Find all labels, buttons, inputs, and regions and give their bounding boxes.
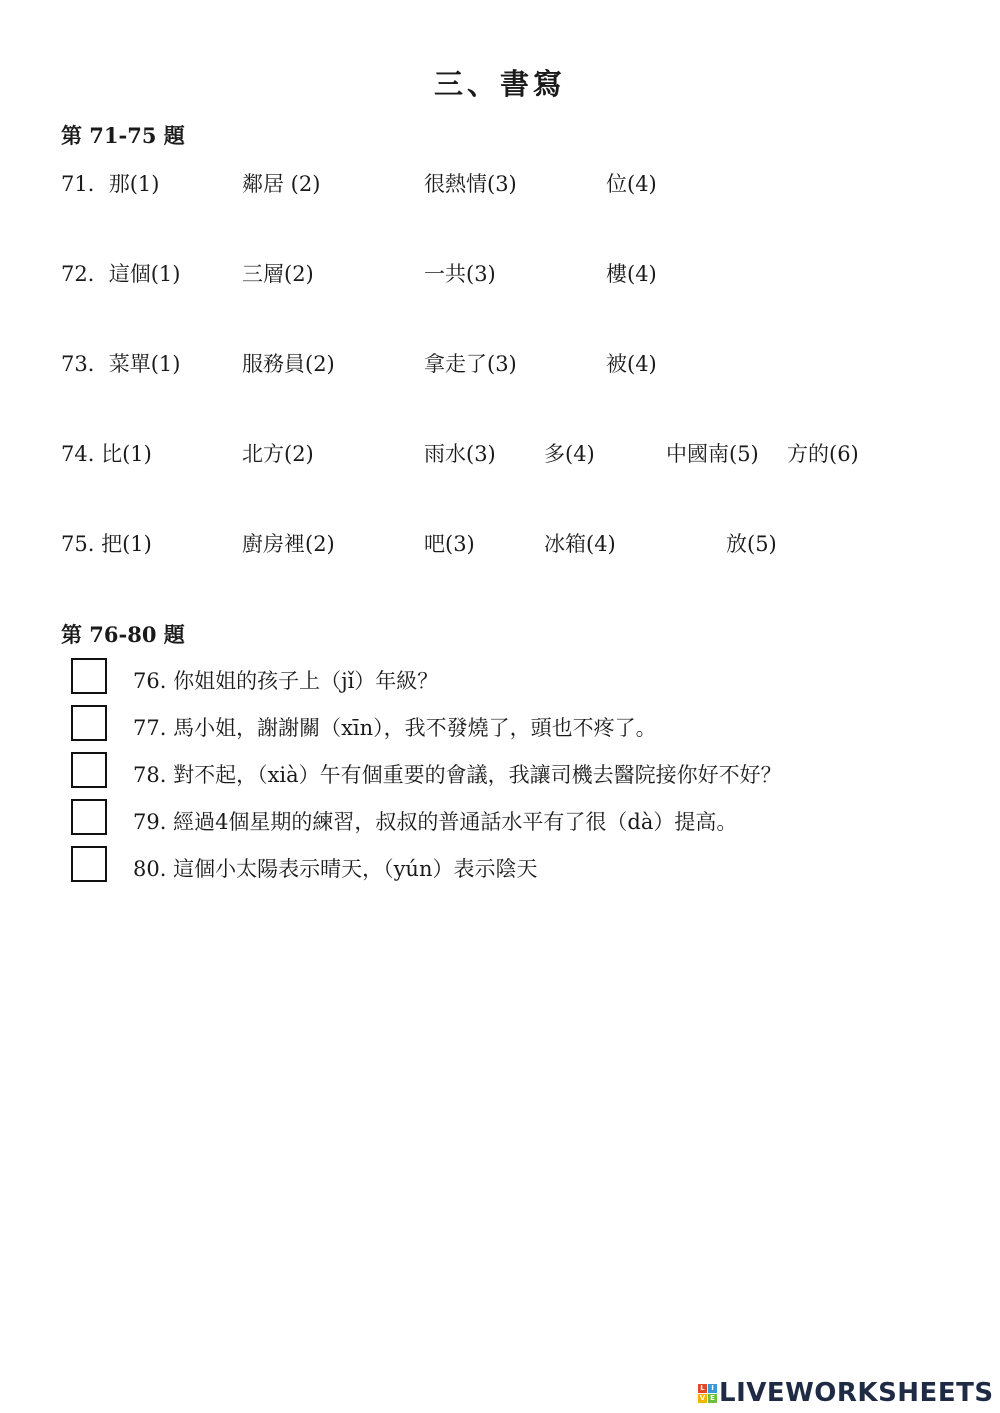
logo-square-e: E <box>708 1394 717 1403</box>
word-71-3: 很熱情(3) <box>424 172 517 196</box>
word-74-5: 中國南(5) <box>666 442 759 466</box>
answer-box-77[interactable] <box>71 705 107 741</box>
question-80: 80. 這個小太陽表示晴天，（yún）表示陰天 <box>133 857 538 881</box>
word-75-2: 廚房裡(2) <box>242 532 335 556</box>
question-77: 77. 馬小姐，謝謝關（xīn），我不發燒了，頭也不疼了。 <box>133 716 657 740</box>
section-heading-76-80: 第 76-80 題 <box>61 622 185 647</box>
answer-box-78[interactable] <box>71 752 107 788</box>
word-73-2: 服務員(2) <box>242 352 335 376</box>
question-78: 78. 對不起，（xià）午有個重要的會議，我讓司機去醫院接你好不好？ <box>133 763 782 787</box>
answer-box-79[interactable] <box>71 799 107 835</box>
word-71-2: 鄰居 (2) <box>242 172 321 196</box>
word-72-3: 一共(3) <box>424 262 496 286</box>
logo-squares-icon <box>698 1384 717 1403</box>
answer-box-80[interactable] <box>71 846 107 882</box>
word-71-1: 71．那(1) <box>61 172 160 196</box>
question-76: 76. 你姐姐的孩子上（jǐ）年級？ <box>133 669 439 693</box>
question-79: 79. 經過4個星期的練習，叔叔的普通話水平有了很（dà）提高。 <box>133 810 738 834</box>
logo-square-l: L <box>698 1384 707 1393</box>
word-74-2: 北方(2) <box>242 442 314 466</box>
word-72-1: 72．這個(1) <box>61 262 181 286</box>
word-74-6: 方的(6) <box>787 442 859 466</box>
section-heading-71-75: 第 71-75 題 <box>61 123 185 148</box>
word-74-1: 74. 比(1) <box>61 442 152 466</box>
answer-box-76[interactable] <box>71 658 107 694</box>
word-75-5: 放(5) <box>726 532 777 556</box>
word-71-4: 位(4) <box>606 172 657 196</box>
word-72-2: 三層(2) <box>242 262 314 286</box>
word-74-4: 多(4) <box>544 442 595 466</box>
word-75-4: 冰箱(4) <box>544 532 616 556</box>
word-73-4: 被(4) <box>606 352 657 376</box>
logo-text: LIVEWORKSHEETS <box>719 1378 994 1408</box>
word-73-3: 拿走了(3) <box>424 352 517 376</box>
page-title: 三、書寫 <box>433 67 566 101</box>
liveworksheets-logo <box>698 1378 994 1408</box>
logo-square-i: I <box>708 1384 717 1393</box>
word-75-1: 75. 把(1) <box>61 532 152 556</box>
word-72-4: 樓(4) <box>606 262 657 286</box>
word-73-1: 73．菜單(1) <box>61 352 181 376</box>
word-75-3: 吧(3) <box>424 532 475 556</box>
logo-square-v: V <box>699 1393 706 1402</box>
word-74-3: 雨水(3) <box>424 442 496 466</box>
